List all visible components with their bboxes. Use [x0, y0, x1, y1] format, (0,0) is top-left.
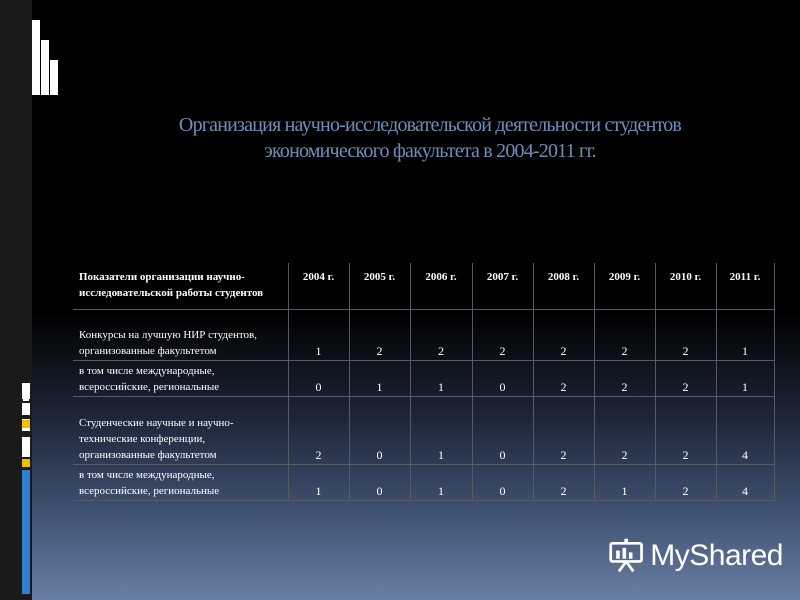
table-cell: 2	[655, 465, 716, 501]
watermark-logo	[608, 534, 783, 578]
table-cell: 2	[533, 397, 594, 465]
header-label-cell: Показатели организации научно-исследовательской работы студентов	[73, 263, 288, 310]
deco-bar	[41, 40, 49, 95]
deco-bar	[22, 470, 30, 594]
table-cell: 1	[410, 397, 472, 465]
table-cell: 1	[288, 465, 349, 501]
table-row	[73, 397, 774, 465]
year-header: 2007 г.	[472, 263, 533, 310]
year-header: 2004 г.	[288, 263, 349, 310]
year-header: 2006 г.	[410, 263, 472, 310]
table-header-row	[73, 263, 774, 310]
deco-bar	[22, 403, 30, 415]
table-cell: 2	[655, 310, 716, 361]
table-cell: 2	[655, 361, 716, 397]
row-label: Студенческие научные и научно-технические конференции, организованные факультетом	[73, 397, 288, 465]
table-cell: 1	[594, 465, 655, 501]
table-cell: 0	[472, 361, 533, 397]
table-row	[73, 310, 774, 361]
table-cell: 2	[594, 361, 655, 397]
table-cell: 2	[472, 310, 533, 361]
row-label: Конкурсы на лучшую НИР студентов, организованные факультетом	[73, 310, 288, 361]
presentation-board-icon	[608, 536, 644, 576]
deco-bar	[22, 420, 30, 428]
table-cell: 0	[349, 397, 410, 465]
title-line-2: экономического факультета в 2004-2011 гг.	[264, 140, 596, 162]
deco-bar	[50, 60, 58, 95]
row-label: в том числе международные, всероссийские, региональные	[73, 465, 288, 501]
table-cell: 1	[349, 361, 410, 397]
year-header: 2009 г.	[594, 263, 655, 310]
row-label: в том числе международные, всероссийские, региональные	[73, 361, 288, 397]
slide-title	[150, 112, 710, 164]
table-cell: 2	[594, 310, 655, 361]
table-row	[73, 465, 774, 501]
deco-bar	[32, 20, 40, 95]
table-cell: 1	[410, 465, 472, 501]
table-cell: 0	[472, 397, 533, 465]
table-cell: 0	[349, 465, 410, 501]
deco-bar	[22, 383, 30, 399]
table-cell: 0	[472, 465, 533, 501]
table-cell: 0	[288, 361, 349, 397]
table-cell: 2	[349, 310, 410, 361]
title-line-1: Организация научно-исследовательской деятельности студентов	[178, 114, 682, 136]
year-header: 2010 г.	[655, 263, 716, 310]
table-cell: 2	[533, 465, 594, 501]
statistics-table	[73, 263, 775, 501]
table-cell: 1	[288, 310, 349, 361]
table-cell: 1	[716, 310, 774, 361]
table-cell: 4	[716, 465, 774, 501]
table-cell: 4	[716, 397, 774, 465]
table-cell: 1	[410, 361, 472, 397]
table-row	[73, 361, 774, 397]
table-cell: 2	[410, 310, 472, 361]
table-cell: 2	[288, 397, 349, 465]
deco-bar	[22, 437, 30, 457]
table-cell: 2	[594, 397, 655, 465]
table-cell: 2	[533, 361, 594, 397]
deco-bar	[22, 459, 30, 467]
year-header: 2005 г.	[349, 263, 410, 310]
year-header: 2008 г.	[533, 263, 594, 310]
watermark-text: MyShared	[650, 539, 783, 572]
year-header: 2011 г.	[716, 263, 774, 310]
table-cell: 1	[716, 361, 774, 397]
table-cell: 2	[533, 310, 594, 361]
table-cell: 2	[655, 397, 716, 465]
